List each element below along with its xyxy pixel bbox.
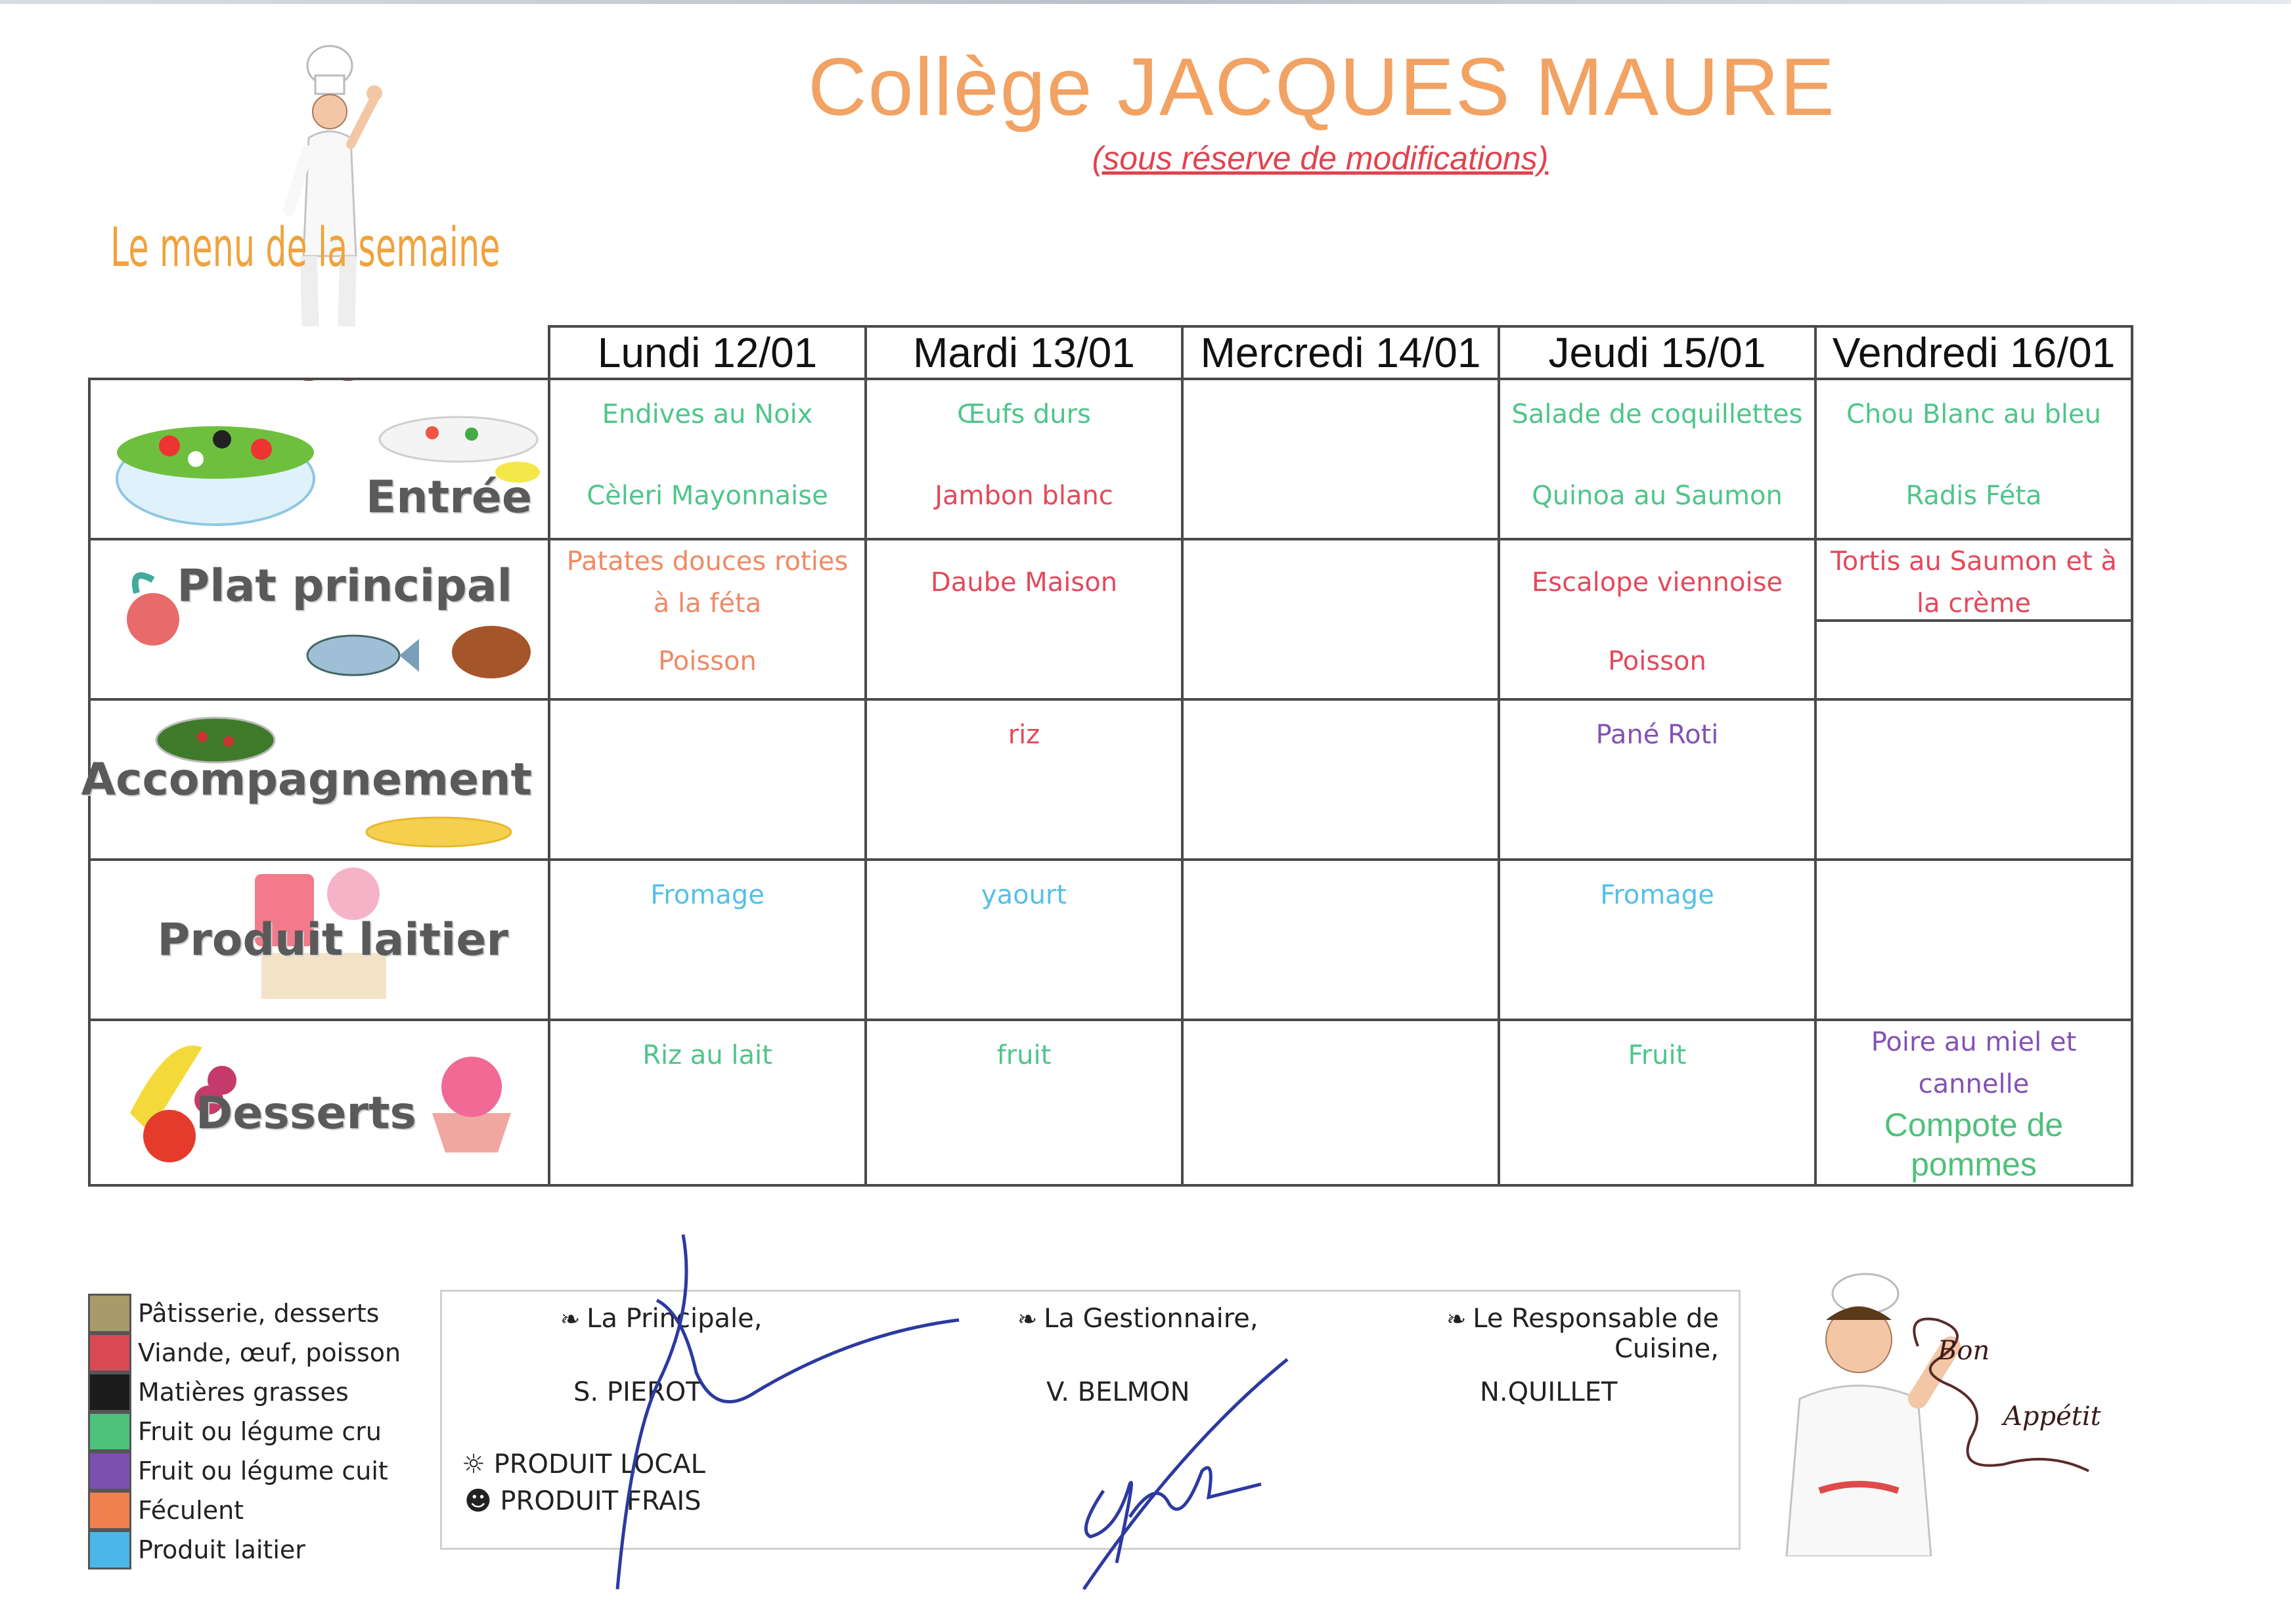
cell-entree-mardi	[866, 379, 1182, 539]
principal-name: S. PIEROT	[573, 1377, 702, 1407]
legend-label: Fruit ou légume cru	[138, 1417, 382, 1446]
gestionnaire-name: V. BELMON	[1046, 1377, 1190, 1407]
day-header-jeudi: Jeudi 15/01	[1499, 326, 1815, 379]
legend-swatch	[88, 1372, 131, 1412]
menu-item: Fruit	[1628, 1040, 1687, 1070]
cell-desserts-mercredi	[1182, 1020, 1499, 1185]
signatory-principal	[560, 1304, 762, 1334]
row-header-desserts	[89, 1020, 549, 1185]
cell-laitier-vendredi	[1815, 860, 2132, 1020]
row-header-plat	[89, 539, 549, 699]
signatory-cuisine	[1446, 1304, 1719, 1364]
legend-swatch	[88, 1294, 131, 1333]
face-icon: ☻	[464, 1486, 492, 1516]
produit-frais-note	[464, 1486, 701, 1516]
menu-item: fruit	[996, 1040, 1052, 1070]
reserve-note: (sous réserve de modifications)	[1092, 140, 1549, 177]
legend-label: Fruit ou légume cuit	[138, 1457, 388, 1485]
row-plat-principal	[89, 539, 2132, 699]
row-header-laitier	[89, 860, 549, 1020]
cell-laitier-mardi	[866, 860, 1182, 1020]
menu-item: Poisson	[658, 646, 757, 676]
menu-item: à la féta	[653, 588, 762, 619]
days-header-row	[89, 326, 2132, 379]
menu-item: riz	[1008, 720, 1040, 750]
menu-item: Fromage	[1600, 880, 1714, 910]
cell-laitier-mercredi	[1182, 860, 1499, 1020]
top-border-line	[0, 0, 2291, 4]
food-group-legend	[88, 1294, 401, 1569]
cell-desserts-mardi	[866, 1020, 1182, 1185]
legend-swatch	[88, 1491, 131, 1530]
sun-icon: ☼	[462, 1449, 485, 1480]
row-header-accompagnement	[81, 699, 549, 860]
legend-item	[88, 1451, 401, 1491]
menu-item: Daube Maison	[930, 567, 1118, 598]
menu-item: Poisson	[1608, 646, 1706, 676]
row-label-plat: Plat principal	[177, 560, 512, 612]
menu-item: yaourt	[981, 880, 1067, 910]
cuisine-name: N.QUILLET	[1480, 1377, 1618, 1407]
cell-accompagnement-jeudi	[1499, 699, 1815, 860]
legend-swatch	[88, 1530, 131, 1569]
cell-entree-mercredi	[1182, 379, 1499, 539]
row-label-entree: Entrée	[365, 472, 532, 523]
cell-plat-mardi	[866, 539, 1182, 699]
legend-item	[88, 1491, 401, 1530]
row-desserts	[89, 1020, 2132, 1185]
day-header-mercredi: Mercredi 14/01	[1182, 326, 1499, 379]
menu-item: Tortis au Saumon et à	[1831, 546, 2117, 577]
signatory-gestionnaire	[1017, 1304, 1258, 1334]
cell-plat-jeudi	[1499, 539, 1815, 699]
cell-entree-vendredi	[1815, 379, 2132, 539]
row-label-laitier: Produit laitier	[157, 914, 508, 966]
legend-swatch	[88, 1451, 131, 1491]
menu-item: Jambon blanc	[935, 481, 1113, 511]
menu-item: Patates douces roties	[566, 546, 849, 577]
cell-laitier-lundi	[549, 860, 866, 1020]
menu-item: la crème	[1916, 588, 2032, 619]
day-header-vendredi: Vendredi 16/01	[1815, 326, 2132, 379]
day-header-mardi: Mardi 13/01	[866, 326, 1182, 379]
menu-item: Salade de coquillettes	[1511, 399, 1803, 429]
cell-desserts-vendredi	[1815, 1020, 2132, 1185]
row-header-entree	[89, 379, 549, 539]
cell-plat-vendredi	[1815, 539, 2132, 699]
row-accompagnement	[89, 699, 2132, 860]
row-label-desserts: Desserts	[195, 1087, 416, 1139]
produit-frais-label: PRODUIT FRAIS	[500, 1486, 701, 1516]
cell-desserts-lundi	[549, 1020, 866, 1185]
menu-item: cannelle	[1918, 1069, 2030, 1099]
fleuron-icon: ❧	[560, 1306, 581, 1333]
menu-item: pommes	[1911, 1146, 2037, 1183]
legend-item	[88, 1412, 401, 1451]
gestionnaire-title: La Gestionnaire,	[1044, 1304, 1258, 1334]
menu-item: Œufs durs	[957, 399, 1091, 429]
bon-appetit-logo	[1898, 1307, 2122, 1484]
svg-text:Appétit: Appétit	[2003, 1401, 2101, 1432]
cuisine-title-line2: Cuisine,	[1614, 1334, 1719, 1364]
legend-swatch	[88, 1412, 131, 1451]
menu-item: Riz au lait	[642, 1040, 772, 1070]
cell-accompagnement-lundi	[549, 699, 866, 860]
cell-plat-lundi	[549, 539, 866, 699]
row-label-accompagnement: Accompagnement	[81, 754, 532, 806]
cell-entree-lundi	[549, 379, 866, 539]
legend-label: Viande, œuf, poisson	[138, 1338, 401, 1367]
legend-swatch	[88, 1333, 131, 1372]
legend-label: Matières grasses	[138, 1378, 349, 1407]
cuisine-title-line1: Le Responsable de	[1473, 1304, 1719, 1334]
header-corner	[89, 326, 549, 379]
menu-item: Chou Blanc au bleu	[1846, 399, 2101, 429]
menu-item: Quinoa au Saumon	[1532, 481, 1783, 511]
school-title: Collège JACQUES MAURE	[808, 42, 1836, 133]
legend-item	[88, 1372, 401, 1412]
day-header-lundi: Lundi 12/01	[549, 326, 866, 379]
menu-item: Radis Féta	[1905, 481, 2042, 511]
svg-text:Bon: Bon	[1938, 1336, 1990, 1366]
legend-item	[88, 1294, 401, 1333]
row-entree	[89, 379, 2132, 539]
menu-item: Escalope viennoise	[1531, 567, 1783, 598]
produit-local-label: PRODUIT LOCAL	[493, 1449, 705, 1480]
menu-item: Endives au Noix	[602, 399, 813, 429]
cell-laitier-jeudi	[1499, 860, 1815, 1020]
menu-item: Cèleri Mayonnaise	[587, 481, 828, 511]
principal-title: La Principale,	[587, 1304, 763, 1334]
cell-desserts-jeudi	[1499, 1020, 1815, 1185]
menu-item: Fromage	[650, 880, 765, 910]
legend-label: Produit laitier	[138, 1535, 305, 1564]
cell-plat-mercredi	[1182, 539, 1499, 699]
menu-item: Compote de	[1884, 1107, 2064, 1143]
cell-accompagnement-vendredi	[1815, 699, 2132, 860]
cell-entree-jeudi	[1499, 379, 1815, 539]
fleuron-icon: ❧	[1017, 1306, 1038, 1333]
row-produit-laitier	[89, 860, 2132, 1020]
legend-label: Féculent	[138, 1496, 244, 1525]
produit-local-note	[462, 1449, 705, 1480]
legend-label: Pâtisserie, desserts	[138, 1299, 380, 1328]
signature-box	[440, 1290, 1741, 1550]
menu-table	[81, 325, 2133, 1187]
fleuron-icon: ❧	[1446, 1306, 1467, 1333]
menu-item: Poire au miel et	[1871, 1027, 2077, 1057]
legend-item	[88, 1530, 401, 1569]
cell-accompagnement-mercredi	[1182, 699, 1499, 860]
legend-item	[88, 1333, 401, 1372]
menu-item: Pané Roti	[1595, 720, 1719, 750]
cell-accompagnement-mardi	[866, 699, 1182, 860]
week-title: Le menu de la semaine	[110, 217, 500, 279]
